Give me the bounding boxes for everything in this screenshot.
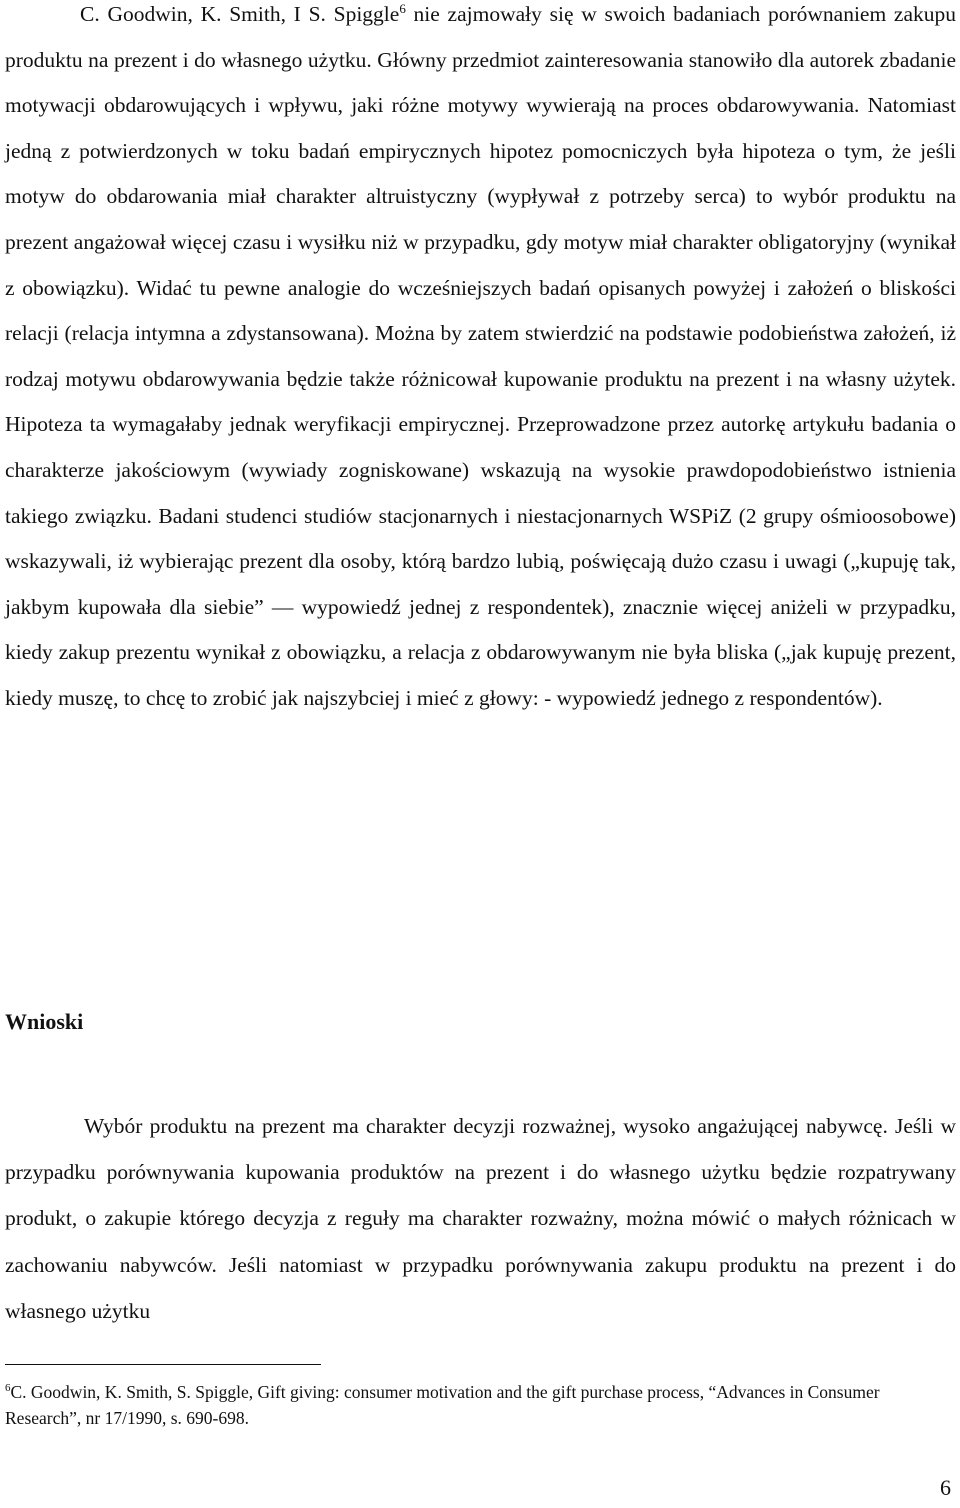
footnote-marker: 6 [5,1382,11,1395]
paragraph-1-text: nie zajmowały się w swoich badaniach porównaniem zakupu produktu na prezent i do własnego użytku. Główny przedmiot zainteresowania stanowiło dla autorek zbadanie motywacji obdarowujących i wpływu, jaki różne motywy wywierają na proces obdarowywania. Natomiast jedną z potwierdzonych w toku badań empirycznych hipotez pomocniczych była hipoteza o tym, że jeśli motyw do obdarowania miał charakter altruistyczny (wypływał z potrzeby serca) to wybór produktu na prezent angażował więcej czasu i wysiłku niż w przypadku, gdy motyw miał charakter obligatoryjny (wynikał z obowiązku). Widać tu pewne analogie do wcześniejszych badań opisanych powyżej i założeń o bliskości relacji (relacja intymna a zdystansowana). Można by zatem stwierdzić na podstawie podobieństwa założeń, iż rodzaj motywu obdarowywania będzie także różnicował kupowanie produktu na prezent i na własny użytek. Hipoteza ta wymagałaby jednak weryfikacji empirycznej. Przeprowadzone przez autorkę artykułu badania o charakterze jakościowym (wywiady zogniskowane) wskazują na wysokie prawdopodobieństwo istnienia takiego związku. Badani studenci studiów stacjonarnych i niestacjonarnych WSPiZ (2 grupy ośmioosobowe) wskazywali, iż wybierając prezent dla osoby, którą bardzo lubią, poświęcają dużo czasu i uwagi („kupuję tak, jakbym kupowała dla siebie” — wypowiedź jednej z respondentek), znacznie więcej aniżeli w przypadku, kiedy zakup prezentu wynikał z obowiązku, a relacja z obdarowywanym nie była bliska („jak kupuję prezent, kiedy muszę, to chcę to zrobić jak najszybciej i mieć z głowy: - wypowiedź jednego z respondentów). [5,2,956,710]
footnote [5,1380,935,1431]
section-heading: Wnioski [5,1009,84,1034]
paragraph-1-lead: C. Goodwin, K. Smith, I S. Spiggle [80,2,400,26]
body-paragraph-2: Wybór produktu na prezent ma charakter decyzji rozważnej, wysoko angażującej nabywcę. Jeśli w przypadku porównywania kupowania produktów na prezent i do własnego użytku będzie rozpatrywany produkt, o zakupie którego decyzja z reguły ma charakter rozważny, można mówić o małych różnicach w zachowaniu nabywców. Jeśli natomiast w przypadku porównywania zakupu produktu na prezent i do własnego użytku [5,1114,956,1323]
footnote-text: C. Goodwin, K. Smith, S. Spiggle, Gift giving: consumer motivation and the gift purchase process, “Advances in Consumer Research”, nr 17/1990, s. 690-698. [5,1382,880,1428]
page-number: 6 [940,1475,951,1500]
footnote-separator [5,1364,321,1365]
body-paragraph-1 [5,0,956,722]
footnote-reference: 6 [399,0,406,16]
